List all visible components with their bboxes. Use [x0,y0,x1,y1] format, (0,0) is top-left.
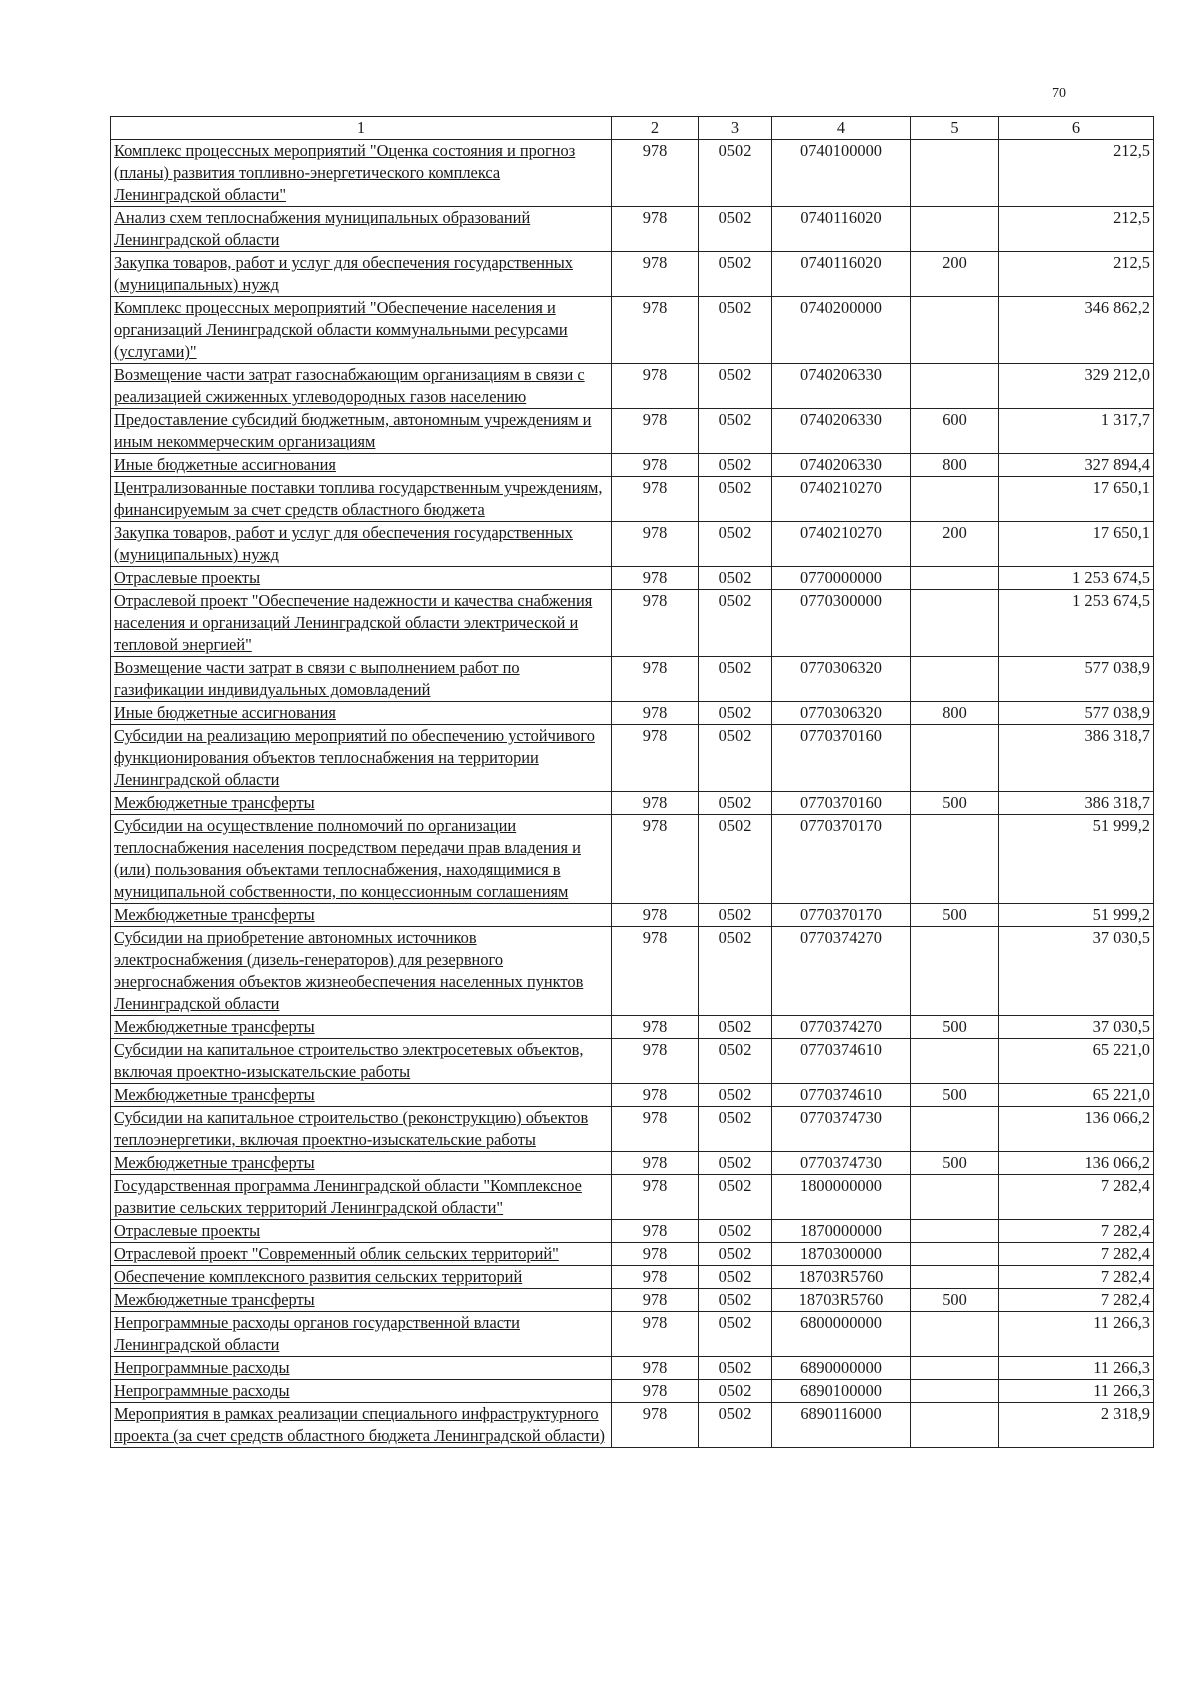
section-code-cell: 0502 [699,522,772,567]
expense-type-cell [911,1403,999,1448]
section-code-cell: 0502 [699,207,772,252]
expense-type-cell [911,1220,999,1243]
amount-cell: 65 221,0 [999,1039,1154,1084]
target-article-cell: 0740200000 [772,297,911,364]
department-code-cell: 978 [612,702,699,725]
header-col-5: 5 [911,117,999,140]
expense-type-cell [911,927,999,1016]
section-code-cell: 0502 [699,1312,772,1357]
table-row [111,904,1154,927]
expense-type-cell [911,1312,999,1357]
table-row [111,590,1154,657]
expense-name-cell: Закупка товаров, работ и услуг для обеспечения государственных (муниципальных) нужд [111,522,612,567]
table-row [111,1039,1154,1084]
expense-name-cell: Субсидии на капитальное строительство (реконструкцию) объектов теплоэнергетики, включая проектно-изыскательские работы [111,1107,612,1152]
amount-cell: 7 282,4 [999,1266,1154,1289]
target-article-cell: 1870300000 [772,1243,911,1266]
expense-type-cell [911,140,999,207]
expense-type-cell: 500 [911,792,999,815]
department-code-cell: 978 [612,1403,699,1448]
amount-cell: 212,5 [999,207,1154,252]
target-article-cell: 6800000000 [772,1312,911,1357]
expense-type-cell [911,815,999,904]
budget-table [110,116,1154,1448]
expense-name-cell: Мероприятия в рамках реализации специального инфраструктурного проекта (за счет средств областного бюджета Ленинградской области) [111,1403,612,1448]
expense-type-cell [911,1039,999,1084]
table-row [111,1243,1154,1266]
amount-cell: 386 318,7 [999,725,1154,792]
department-code-cell: 978 [612,904,699,927]
target-article-cell: 1800000000 [772,1175,911,1220]
department-code-cell: 978 [612,792,699,815]
target-article-cell: 0770000000 [772,567,911,590]
header-col-3: 3 [699,117,772,140]
department-code-cell: 978 [612,252,699,297]
target-article-cell: 0770370170 [772,815,911,904]
amount-cell: 212,5 [999,140,1154,207]
department-code-cell: 978 [612,1084,699,1107]
expense-name-cell: Непрограммные расходы [111,1357,612,1380]
amount-cell: 577 038,9 [999,702,1154,725]
target-article-cell: 0770374270 [772,927,911,1016]
expense-type-cell [911,725,999,792]
department-code-cell: 978 [612,1266,699,1289]
expense-type-cell: 200 [911,252,999,297]
amount-cell: 2 318,9 [999,1403,1154,1448]
header-row [111,117,1154,140]
section-code-cell: 0502 [699,252,772,297]
target-article-cell: 0770370160 [772,792,911,815]
expense-name-cell: Субсидии на осуществление полномочий по организации теплоснабжения населения посредством передачи прав владения и (или) пользования объектами теплоснабжения, находящимися в муниципальной собственности, по концессионным соглашениям [111,815,612,904]
table-row [111,1403,1154,1448]
section-code-cell: 0502 [699,1403,772,1448]
section-code-cell: 0502 [699,1175,772,1220]
section-code-cell: 0502 [699,140,772,207]
amount-cell: 37 030,5 [999,1016,1154,1039]
target-article-cell: 0740116020 [772,252,911,297]
department-code-cell: 978 [612,1312,699,1357]
target-article-cell: 0740206330 [772,454,911,477]
target-article-cell: 0740210270 [772,522,911,567]
expense-type-cell [911,590,999,657]
target-article-cell: 0740206330 [772,409,911,454]
expense-name-cell: Межбюджетные трансферты [111,792,612,815]
expense-type-cell [911,1266,999,1289]
table-row [111,522,1154,567]
department-code-cell: 978 [612,454,699,477]
table-row [111,477,1154,522]
section-code-cell: 0502 [699,297,772,364]
section-code-cell: 0502 [699,1084,772,1107]
expense-type-cell [911,297,999,364]
amount-cell: 17 650,1 [999,522,1154,567]
table-row [111,1175,1154,1220]
amount-cell: 212,5 [999,252,1154,297]
department-code-cell: 978 [612,1220,699,1243]
expense-name-cell: Отраслевые проекты [111,1220,612,1243]
expense-name-cell: Иные бюджетные ассигнования [111,454,612,477]
table-row [111,1289,1154,1312]
target-article-cell: 0770306320 [772,702,911,725]
expense-name-cell: Централизованные поставки топлива государственным учреждениям, финансируемым за счет средств областного бюджета [111,477,612,522]
amount-cell: 65 221,0 [999,1084,1154,1107]
table-row [111,297,1154,364]
table-row [111,140,1154,207]
target-article-cell: 0770306320 [772,657,911,702]
expense-name-cell: Комплекс процессных мероприятий "Оценка состояния и прогноз (планы) развития топливно-энергетического комплекса Ленинградской области" [111,140,612,207]
department-code-cell: 978 [612,657,699,702]
department-code-cell: 978 [612,1175,699,1220]
header-col-2: 2 [612,117,699,140]
section-code-cell: 0502 [699,1107,772,1152]
amount-cell: 136 066,2 [999,1152,1154,1175]
table-row [111,1016,1154,1039]
department-code-cell: 978 [612,567,699,590]
target-article-cell: 0740100000 [772,140,911,207]
table-row [111,927,1154,1016]
expense-type-cell [911,477,999,522]
department-code-cell: 978 [612,409,699,454]
department-code-cell: 978 [612,1107,699,1152]
amount-cell: 577 038,9 [999,657,1154,702]
table-row [111,207,1154,252]
department-code-cell: 978 [612,1039,699,1084]
expense-name-cell: Анализ схем теплоснабжения муниципальных образований Ленинградской области [111,207,612,252]
amount-cell: 11 266,3 [999,1312,1154,1357]
section-code-cell: 0502 [699,725,772,792]
expense-name-cell: Непрограммные расходы [111,1380,612,1403]
expense-type-cell: 500 [911,1152,999,1175]
target-article-cell: 0740210270 [772,477,911,522]
expense-name-cell: Иные бюджетные ассигнования [111,702,612,725]
section-code-cell: 0502 [699,567,772,590]
section-code-cell: 0502 [699,1039,772,1084]
section-code-cell: 0502 [699,409,772,454]
expense-type-cell: 600 [911,409,999,454]
amount-cell: 17 650,1 [999,477,1154,522]
department-code-cell: 978 [612,1289,699,1312]
department-code-cell: 978 [612,522,699,567]
department-code-cell: 978 [612,364,699,409]
expense-type-cell: 800 [911,454,999,477]
target-article-cell: 0770370160 [772,725,911,792]
section-code-cell: 0502 [699,364,772,409]
table-row [111,657,1154,702]
target-article-cell: 0740206330 [772,364,911,409]
table-row [111,792,1154,815]
expense-type-cell [911,567,999,590]
expense-name-cell: Государственная программа Ленинградской области "Комплексное развитие сельских территорий Ленинградской области" [111,1175,612,1220]
header-col-1: 1 [111,117,612,140]
expense-name-cell: Субсидии на капитальное строительство электросетевых объектов, включая проектно-изыскательские работы [111,1039,612,1084]
department-code-cell: 978 [612,815,699,904]
table-row [111,364,1154,409]
table-row [111,1357,1154,1380]
expense-name-cell: Межбюджетные трансферты [111,1016,612,1039]
amount-cell: 7 282,4 [999,1289,1154,1312]
amount-cell: 1 317,7 [999,409,1154,454]
table-row [111,815,1154,904]
target-article-cell: 6890116000 [772,1403,911,1448]
expense-type-cell [911,657,999,702]
amount-cell: 329 212,0 [999,364,1154,409]
section-code-cell: 0502 [699,1289,772,1312]
target-article-cell: 0740116020 [772,207,911,252]
expense-type-cell: 500 [911,1289,999,1312]
expense-type-cell [911,1175,999,1220]
section-code-cell: 0502 [699,1357,772,1380]
department-code-cell: 978 [612,1243,699,1266]
expense-type-cell: 500 [911,1084,999,1107]
target-article-cell: 0770374270 [772,1016,911,1039]
table-row [111,1266,1154,1289]
amount-cell: 51 999,2 [999,904,1154,927]
expense-name-cell: Межбюджетные трансферты [111,904,612,927]
expense-name-cell: Отраслевые проекты [111,567,612,590]
department-code-cell: 978 [612,1016,699,1039]
amount-cell: 1 253 674,5 [999,567,1154,590]
amount-cell: 11 266,3 [999,1380,1154,1403]
table-row [111,1152,1154,1175]
section-code-cell: 0502 [699,792,772,815]
table-row [111,1107,1154,1152]
department-code-cell: 978 [612,927,699,1016]
header-col-4: 4 [772,117,911,140]
amount-cell: 7 282,4 [999,1220,1154,1243]
expense-name-cell: Предоставление субсидий бюджетным, автономным учреждениям и иным некоммерческим организациям [111,409,612,454]
table-row [111,702,1154,725]
section-code-cell: 0502 [699,1243,772,1266]
table-body [111,140,1154,1448]
expense-name-cell: Межбюджетные трансферты [111,1289,612,1312]
amount-cell: 327 894,4 [999,454,1154,477]
expense-name-cell: Возмещение части затрат в связи с выполнением работ по газификации индивидуальных домовладений [111,657,612,702]
amount-cell: 346 862,2 [999,297,1154,364]
header-col-6: 6 [999,117,1154,140]
section-code-cell: 0502 [699,657,772,702]
expense-name-cell: Возмещение части затрат газоснабжающим организациям в связи с реализацией сжиженных углеводородных газов населению [111,364,612,409]
amount-cell: 7 282,4 [999,1243,1154,1266]
section-code-cell: 0502 [699,927,772,1016]
target-article-cell: 0770374610 [772,1039,911,1084]
department-code-cell: 978 [612,1380,699,1403]
table-row [111,1312,1154,1357]
department-code-cell: 978 [612,1152,699,1175]
expense-name-cell: Отраслевой проект "Обеспечение надежности и качества снабжения населения и организаций Ленинградской области электрической и тепловой энергией" [111,590,612,657]
table-row [111,454,1154,477]
expense-name-cell: Межбюджетные трансферты [111,1152,612,1175]
section-code-cell: 0502 [699,702,772,725]
expense-name-cell: Закупка товаров, работ и услуг для обеспечения государственных (муниципальных) нужд [111,252,612,297]
section-code-cell: 0502 [699,1380,772,1403]
expense-name-cell: Обеспечение комплексного развития сельских территорий [111,1266,612,1289]
section-code-cell: 0502 [699,1152,772,1175]
target-article-cell: 0770370170 [772,904,911,927]
section-code-cell: 0502 [699,1016,772,1039]
expense-type-cell: 200 [911,522,999,567]
target-article-cell: 1870000000 [772,1220,911,1243]
department-code-cell: 978 [612,140,699,207]
table-row [111,409,1154,454]
table-row [111,725,1154,792]
table-row [111,1220,1154,1243]
table-row [111,1084,1154,1107]
amount-cell: 37 030,5 [999,927,1154,1016]
department-code-cell: 978 [612,477,699,522]
target-article-cell: 0770374610 [772,1084,911,1107]
amount-cell: 11 266,3 [999,1357,1154,1380]
expense-type-cell: 500 [911,1016,999,1039]
expense-name-cell: Межбюджетные трансферты [111,1084,612,1107]
expense-type-cell [911,1380,999,1403]
table-row [111,567,1154,590]
target-article-cell: 0770374730 [772,1152,911,1175]
expense-type-cell: 800 [911,702,999,725]
section-code-cell: 0502 [699,815,772,904]
expense-type-cell [911,1243,999,1266]
section-code-cell: 0502 [699,454,772,477]
amount-cell: 1 253 674,5 [999,590,1154,657]
target-article-cell: 0770374730 [772,1107,911,1152]
amount-cell: 136 066,2 [999,1107,1154,1152]
target-article-cell: 18703R5760 [772,1266,911,1289]
department-code-cell: 978 [612,297,699,364]
department-code-cell: 978 [612,1357,699,1380]
table-row [111,252,1154,297]
amount-cell: 51 999,2 [999,815,1154,904]
amount-cell: 386 318,7 [999,792,1154,815]
department-code-cell: 978 [612,207,699,252]
expense-type-cell [911,364,999,409]
section-code-cell: 0502 [699,1266,772,1289]
section-code-cell: 0502 [699,477,772,522]
section-code-cell: 0502 [699,1220,772,1243]
expense-name-cell: Непрограммные расходы органов государственной власти Ленинградской области [111,1312,612,1357]
expense-type-cell [911,207,999,252]
expense-type-cell [911,1357,999,1380]
department-code-cell: 978 [612,590,699,657]
target-article-cell: 18703R5760 [772,1289,911,1312]
target-article-cell: 6890000000 [772,1357,911,1380]
table-row [111,1380,1154,1403]
expense-name-cell: Комплекс процессных мероприятий "Обеспечение населения и организаций Ленинградской области коммунальными ресурсами (услугами)" [111,297,612,364]
section-code-cell: 0502 [699,590,772,657]
amount-cell: 7 282,4 [999,1175,1154,1220]
department-code-cell: 978 [612,725,699,792]
expense-name-cell: Отраслевой проект "Современный облик сельских территорий" [111,1243,612,1266]
expense-type-cell: 500 [911,904,999,927]
target-article-cell: 6890100000 [772,1380,911,1403]
target-article-cell: 0770300000 [772,590,911,657]
expense-name-cell: Субсидии на реализацию мероприятий по обеспечению устойчивого функционирования объектов теплоснабжения на территории Ленинградской области [111,725,612,792]
expense-type-cell [911,1107,999,1152]
page-number: 70 [1052,86,1066,101]
section-code-cell: 0502 [699,904,772,927]
expense-name-cell: Субсидии на приобретение автономных источников электроснабжения (дизель-генераторов) для резервного энергоснабжения объектов жизнеобеспечения населенных пунктов Ленинградской области [111,927,612,1016]
